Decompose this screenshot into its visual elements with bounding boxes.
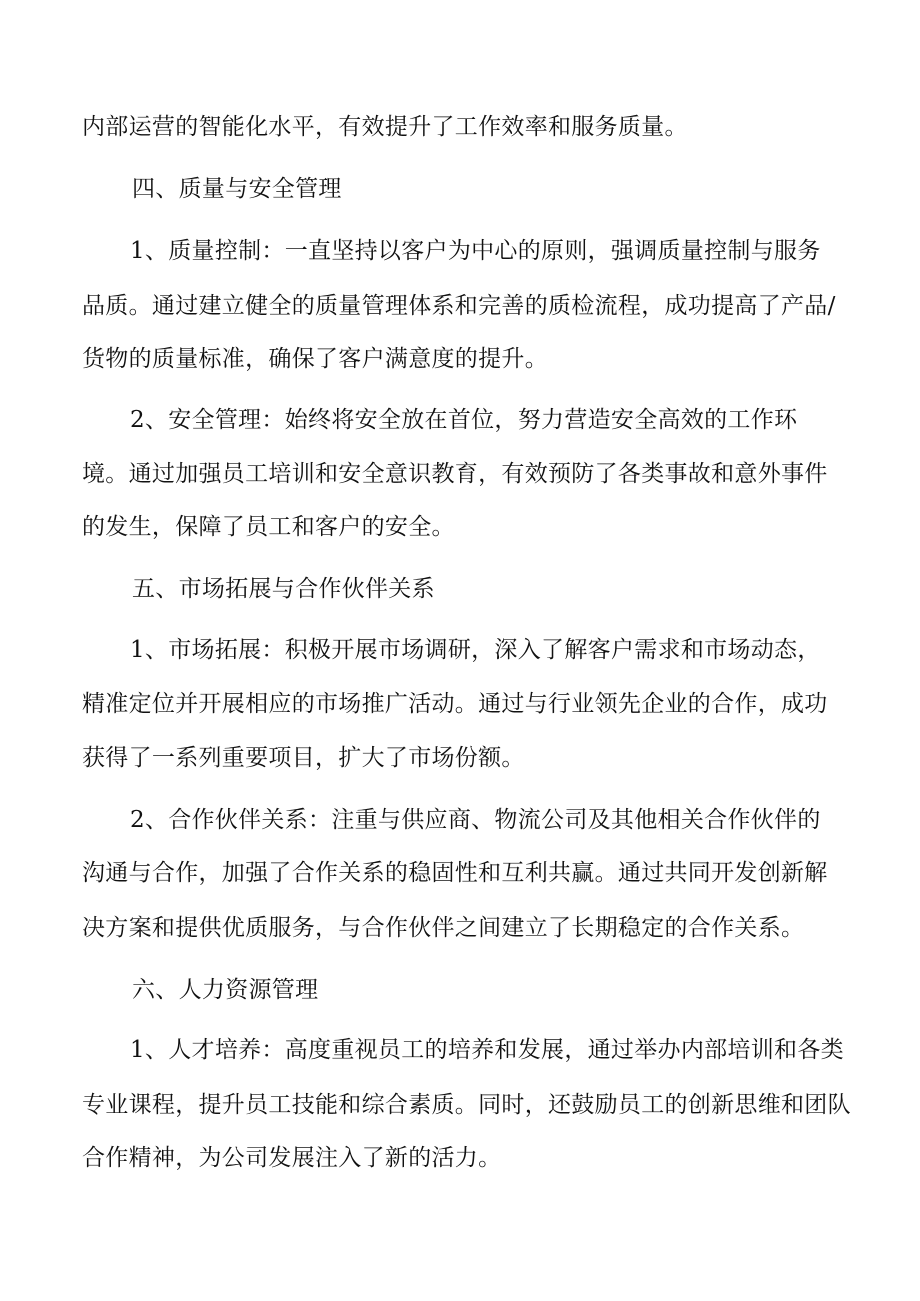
text-line-11: 获得了一系列重要项目，扩大了市场份额。 <box>82 745 525 771</box>
text-line-2: 1、质量控制：一直坚持以客户为中心的原则，强调质量控制与服务 <box>130 238 821 264</box>
text-line-6: 境。通过加强员工培训和安全意识教育，有效预防了各类事故和意外事件 <box>82 461 828 487</box>
text-line-9: 1、市场拓展：积极开展市场调研，深入了解客户需求和市场动态， <box>130 637 821 663</box>
text-line-16: 1、人才培养：高度重视员工的培养和发展，通过举办内部培训和各类 <box>130 1037 844 1063</box>
text-line-4: 货物的质量标准，确保了客户满意度的提升。 <box>82 346 548 372</box>
section-heading-quality-safety: 四、质量与安全管理 <box>132 176 342 202</box>
text-line-17: 专业课程，提升员工技能和综合素质。同时，还鼓励员工的创新思维和团队 <box>82 1092 851 1118</box>
section-heading-human-resources: 六、人力资源管理 <box>132 977 319 1003</box>
text-line-0: 内部运营的智能化水平，有效提升了工作效率和服务质量。 <box>82 114 688 140</box>
text-line-10: 精准定位并开展相应的市场推广活动。通过与行业领先企业的合作，成功 <box>82 691 828 717</box>
text-line-18: 合作精神，为公司发展注入了新的活力。 <box>82 1145 502 1171</box>
section-heading-market-partners: 五、市场拓展与合作伙伴关系 <box>132 576 435 602</box>
text-line-5: 2、安全管理：始终将安全放在首位，努力营造安全高效的工作环 <box>130 407 798 433</box>
text-line-7: 的发生，保障了员工和客户的安全。 <box>82 514 455 540</box>
text-line-3: 品质。通过建立健全的质量管理体系和完善的质检流程，成功提高了产品/ <box>82 293 836 319</box>
text-line-12: 2、合作伙伴关系：注重与供应商、物流公司及其他相关合作伙伴的 <box>130 807 821 833</box>
text-line-13: 沟通与合作，加强了合作关系的稳固性和互利共赢。通过共同开发创新解 <box>82 860 828 886</box>
text-line-14: 决方案和提供优质服务，与合作伙伴之间建立了长期稳定的合作关系。 <box>82 915 805 941</box>
